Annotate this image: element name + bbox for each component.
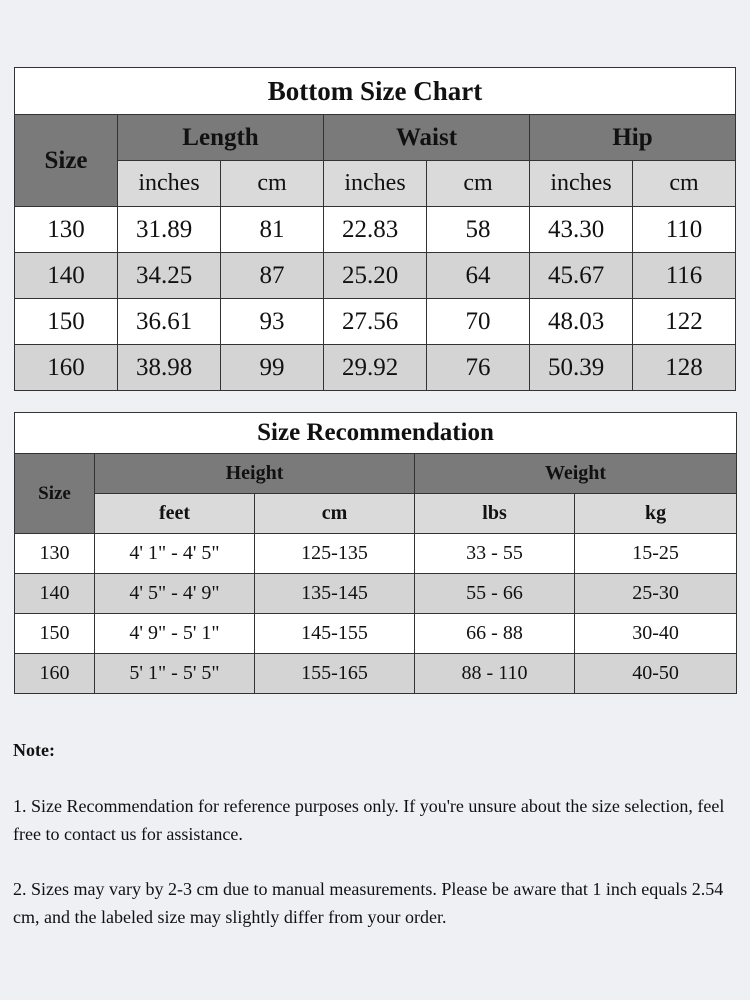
table-cell: 4' 9" - 5' 1": [95, 614, 255, 654]
table-row: [15, 654, 737, 694]
size-column-header: Size: [15, 115, 118, 207]
bottom-size-chart-table: [14, 67, 736, 391]
recommendation-title: Size Recommendation: [15, 413, 737, 454]
table-cell: 50.39: [530, 345, 633, 391]
table-cell: 145-155: [255, 614, 415, 654]
size-cell: 130: [15, 534, 95, 574]
table-cell: 5' 1" - 5' 5": [95, 654, 255, 694]
table-cell: 81: [221, 207, 324, 253]
height-header: Height: [95, 454, 415, 494]
table-cell: 110: [633, 207, 736, 253]
table-row: [15, 614, 737, 654]
table-row: [15, 253, 736, 299]
unit-header: inches: [118, 161, 221, 207]
table-cell: 116: [633, 253, 736, 299]
table-cell: 48.03: [530, 299, 633, 345]
table-cell: 128: [633, 345, 736, 391]
unit-header: kg: [575, 494, 737, 534]
hip-header: Hip: [530, 115, 736, 161]
table-cell: 4' 1" - 4' 5": [95, 534, 255, 574]
bottom-chart-title: Bottom Size Chart: [15, 68, 736, 115]
table-cell: 64: [427, 253, 530, 299]
table-cell: 25.20: [324, 253, 427, 299]
unit-header: cm: [633, 161, 736, 207]
unit-header: feet: [95, 494, 255, 534]
table-cell: 38.98: [118, 345, 221, 391]
unit-header: cm: [427, 161, 530, 207]
table-cell: 15-25: [575, 534, 737, 574]
table-cell: 93: [221, 299, 324, 345]
table-cell: 135-145: [255, 574, 415, 614]
table-cell: 125-135: [255, 534, 415, 574]
table-cell: 4' 5" - 4' 9": [95, 574, 255, 614]
unit-header: inches: [324, 161, 427, 207]
table-row: [15, 574, 737, 614]
unit-header: cm: [255, 494, 415, 534]
size-cell: 130: [15, 207, 118, 253]
size-recommendation-table: [14, 412, 737, 694]
table-row: [15, 207, 736, 253]
size-cell: 140: [15, 253, 118, 299]
notes-section: [13, 736, 733, 958]
note-item: 2. Sizes may vary by 2-3 cm due to manual measurements. Please be aware that 1 inch equals 2.54 cm, and the labeled size may slightly differ from your order.: [13, 879, 724, 927]
size-cell: 160: [15, 345, 118, 391]
table-cell: 40-50: [575, 654, 737, 694]
table-cell: 88 - 110: [415, 654, 575, 694]
table-row: [15, 299, 736, 345]
table-cell: 43.30: [530, 207, 633, 253]
waist-header: Waist: [324, 115, 530, 161]
table-cell: 99: [221, 345, 324, 391]
table-cell: 29.92: [324, 345, 427, 391]
table-cell: 66 - 88: [415, 614, 575, 654]
table-cell: 31.89: [118, 207, 221, 253]
unit-header: cm: [221, 161, 324, 207]
size-cell: 140: [15, 574, 95, 614]
size-cell: 150: [15, 299, 118, 345]
table-cell: 27.56: [324, 299, 427, 345]
table-cell: 34.25: [118, 253, 221, 299]
notes-title: Note:: [13, 740, 55, 760]
table-cell: 22.83: [324, 207, 427, 253]
table-row: [15, 345, 736, 391]
table-cell: 87: [221, 253, 324, 299]
unit-header: inches: [530, 161, 633, 207]
note-item: 1. Size Recommendation for reference purposes only. If you're unsure about the size selection, feel free to contact us for assistance.: [13, 796, 725, 844]
table-cell: 76: [427, 345, 530, 391]
table-cell: 70: [427, 299, 530, 345]
length-header: Length: [118, 115, 324, 161]
unit-header: lbs: [415, 494, 575, 534]
table-row: [15, 534, 737, 574]
size-cell: 150: [15, 614, 95, 654]
table-cell: 45.67: [530, 253, 633, 299]
table-cell: 25-30: [575, 574, 737, 614]
table-cell: 36.61: [118, 299, 221, 345]
table-cell: 155-165: [255, 654, 415, 694]
table-cell: 55 - 66: [415, 574, 575, 614]
size-column-header: Size: [15, 454, 95, 534]
weight-header: Weight: [415, 454, 737, 494]
size-cell: 160: [15, 654, 95, 694]
table-cell: 58: [427, 207, 530, 253]
table-cell: 30-40: [575, 614, 737, 654]
table-cell: 33 - 55: [415, 534, 575, 574]
table-cell: 122: [633, 299, 736, 345]
